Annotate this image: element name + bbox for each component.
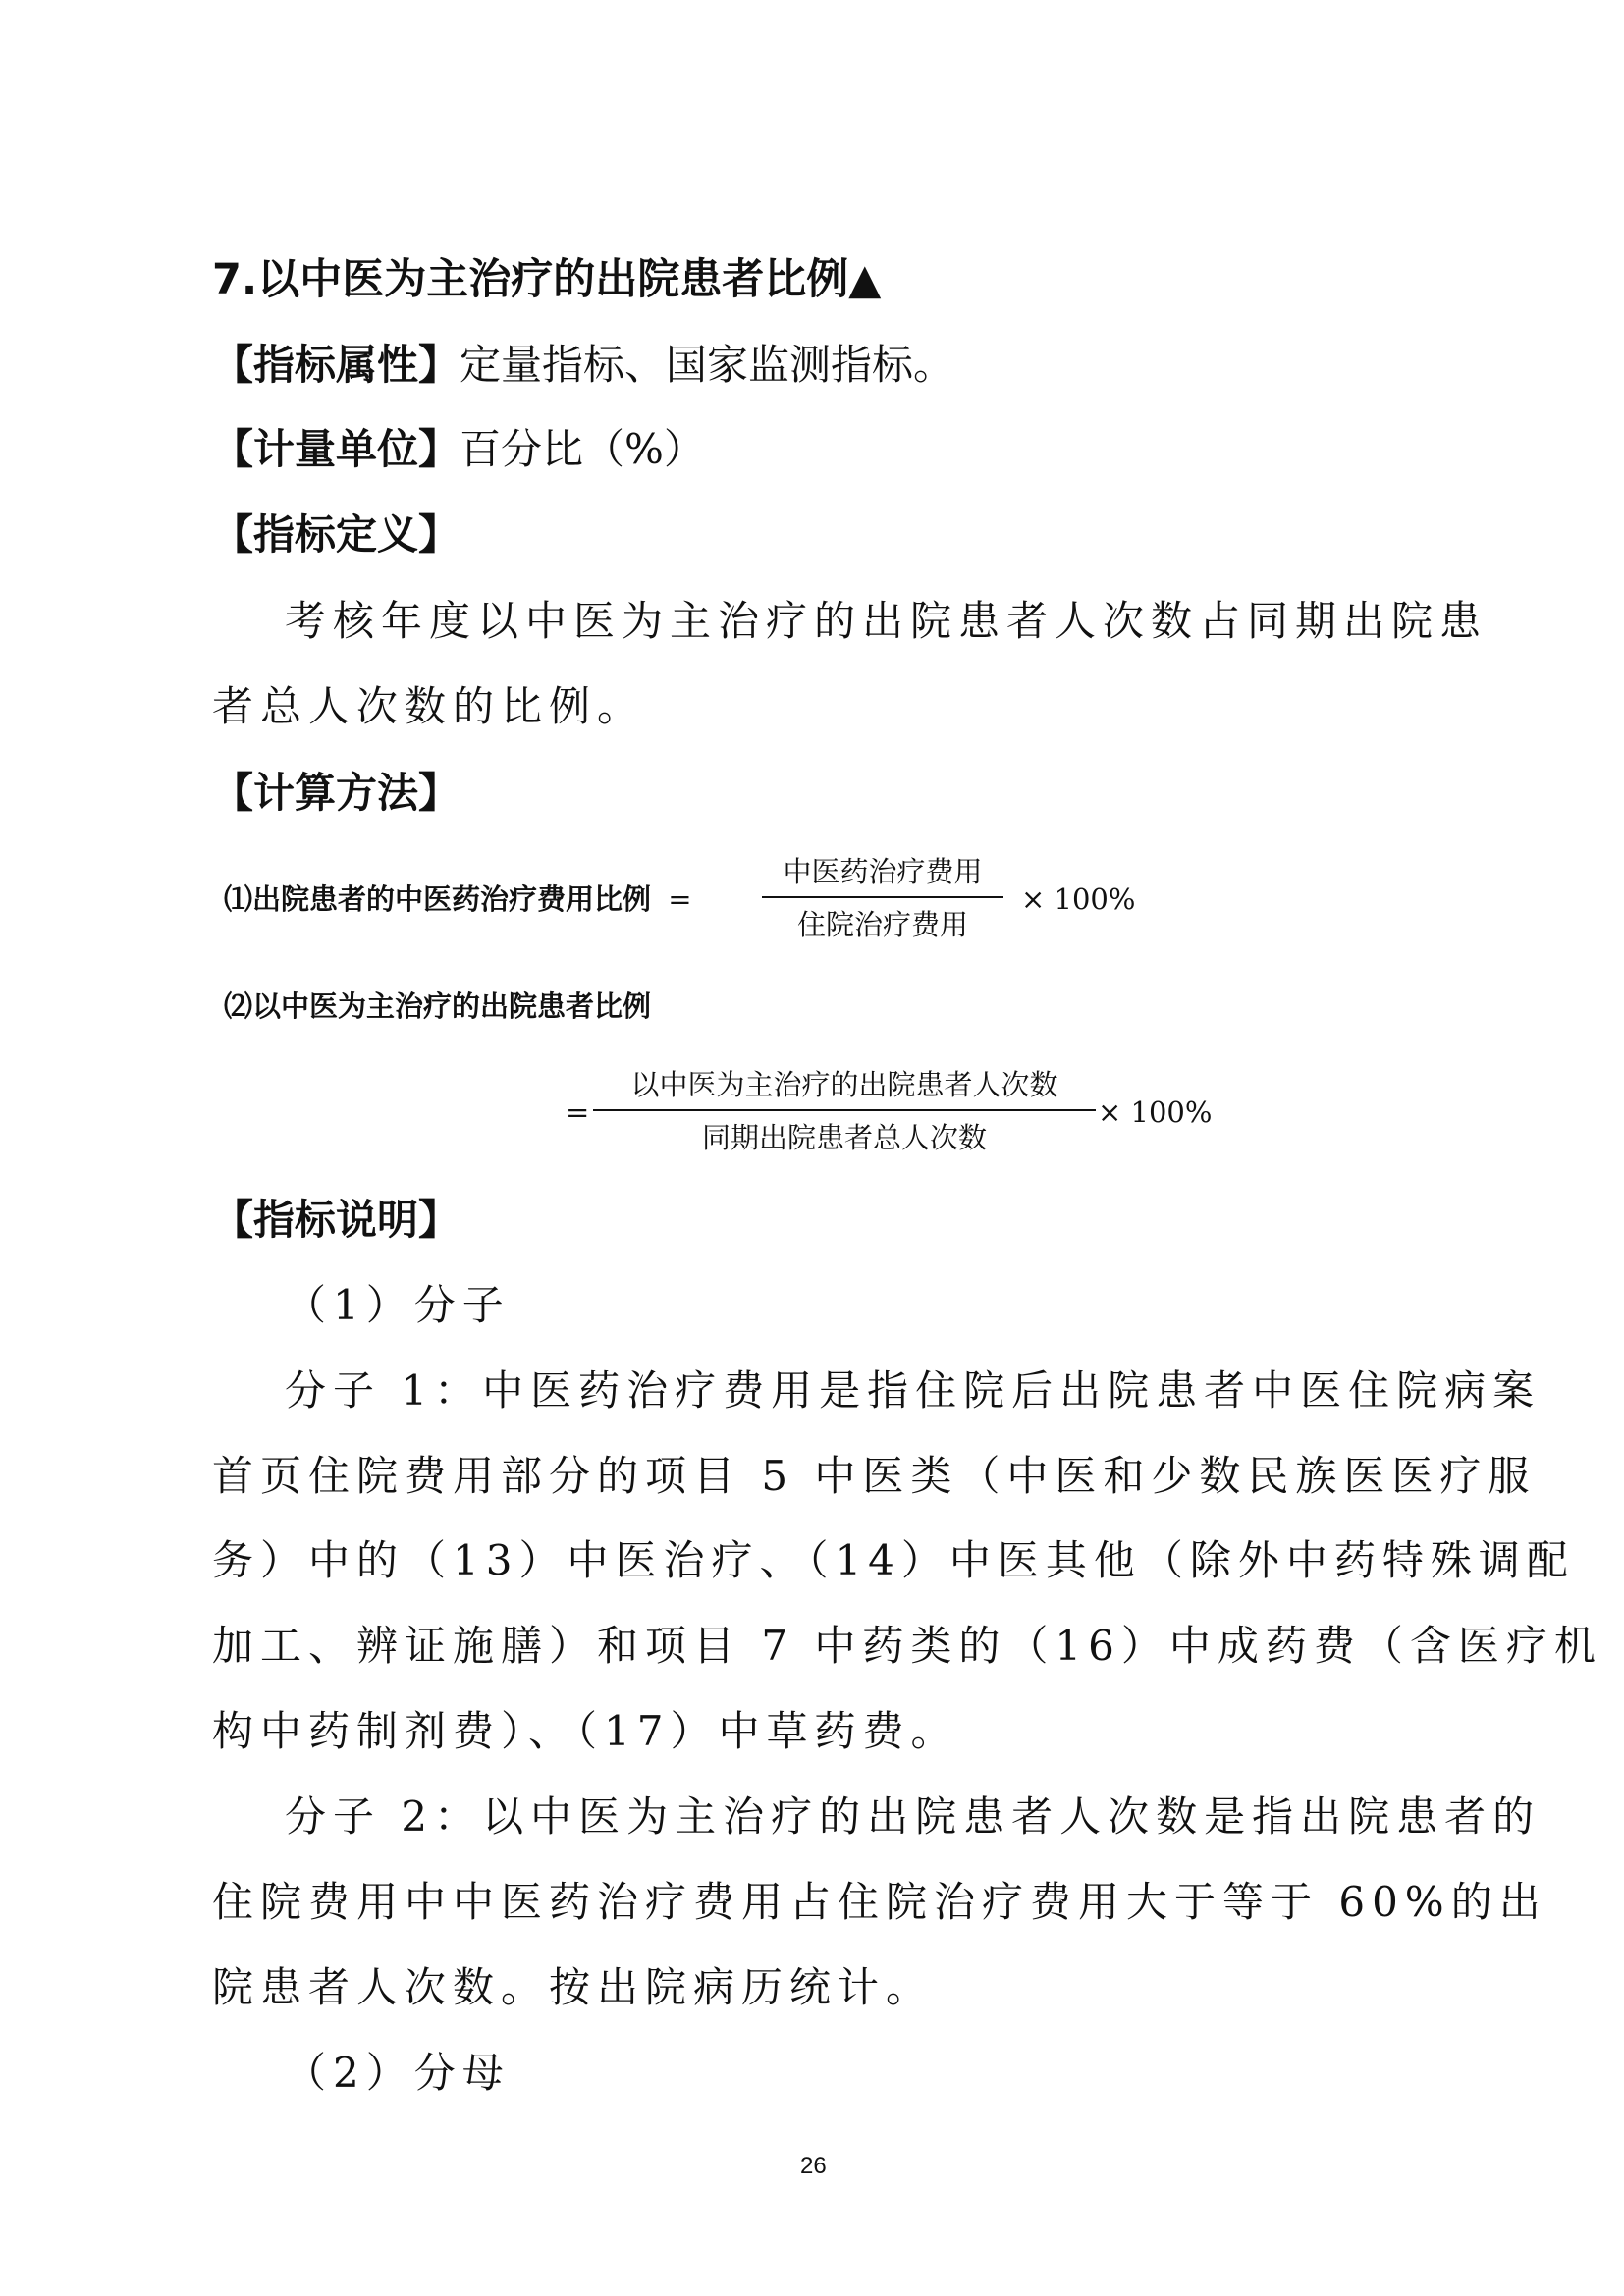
attribute-value: 定量指标、国家监测指标。 [460, 341, 955, 389]
method-label: 【计算方法】 [212, 769, 460, 817]
explanation-label: 【指标说明】 [212, 1196, 460, 1244]
formula-1 [224, 880, 692, 919]
formula-1-equals: = [668, 882, 692, 916]
formula-1-multiplier: × 100% [1021, 882, 1136, 916]
numerator-heading: （1）分子 [285, 1281, 511, 1329]
definition-line-2: 者总人次数的比例。 [212, 682, 646, 730]
formula-2-equals: = [566, 1095, 590, 1129]
numerator-2-line-2: 住院费用中中医药治疗费用占住院治疗费用大于等于 60%的出 [212, 1878, 1547, 1926]
section-title: 7.以中医为主治疗的出院患者比例▲ [212, 255, 882, 304]
numerator-1-line-5: 构中药制剂费）、（17）中草药费。 [212, 1707, 959, 1755]
formula-2-label: ⑵以中医为主治疗的出院患者比例 [224, 989, 652, 1023]
formula-1-numerator: 中医药治疗费用 [783, 855, 983, 888]
numerator-1-line-1: 分子 1：中医药治疗费用是指住院后出院患者中医住院病案 [285, 1366, 1542, 1415]
formula-2-multiplier: × 100% [1098, 1095, 1213, 1129]
page-number: 26 [800, 2153, 827, 2179]
numerator-1-line-4: 加工、辨证施膳）和项目 7 中药类的（16）中成药费（含医疗机 [212, 1622, 1602, 1670]
unit-row [212, 422, 705, 477]
formula-2-denominator: 同期出院患者总人次数 [701, 1121, 987, 1154]
formula-2-fraction-bar [593, 1109, 1096, 1111]
formula-2-numerator: 以中医为主治疗的出院患者人次数 [630, 1068, 1058, 1101]
numerator-2-line-1: 分子 2：以中医为主治疗的出院患者人次数是指出院患者的 [285, 1792, 1542, 1841]
formula-1-fraction-bar [762, 896, 1003, 898]
definition-label: 【指标定义】 [212, 510, 460, 559]
numerator-1-line-3: 务）中的（13）中医治疗、（14）中医其他（除外中药特殊调配 [212, 1536, 1575, 1584]
unit-value: 百分比（%） [460, 425, 705, 473]
numerator-1-line-2: 首页住院费用部分的项目 5 中医类（中医和少数民族医医疗服 [212, 1452, 1537, 1500]
attribute-label: 【指标属性】 [212, 341, 460, 389]
formula-1-label: ⑴出院患者的中医药治疗费用比例 [224, 882, 652, 916]
denominator-heading: （2）分母 [285, 2049, 511, 2097]
attribute-row [212, 338, 954, 393]
unit-label: 【计量单位】 [212, 425, 460, 473]
numerator-2-line-3: 院患者人次数。按出院病历统计。 [212, 1963, 935, 2011]
formula-1-denominator: 住院治疗费用 [796, 908, 968, 941]
definition-line-1: 考核年度以中医为主治疗的出院患者人次数占同期出院患 [285, 597, 1489, 645]
